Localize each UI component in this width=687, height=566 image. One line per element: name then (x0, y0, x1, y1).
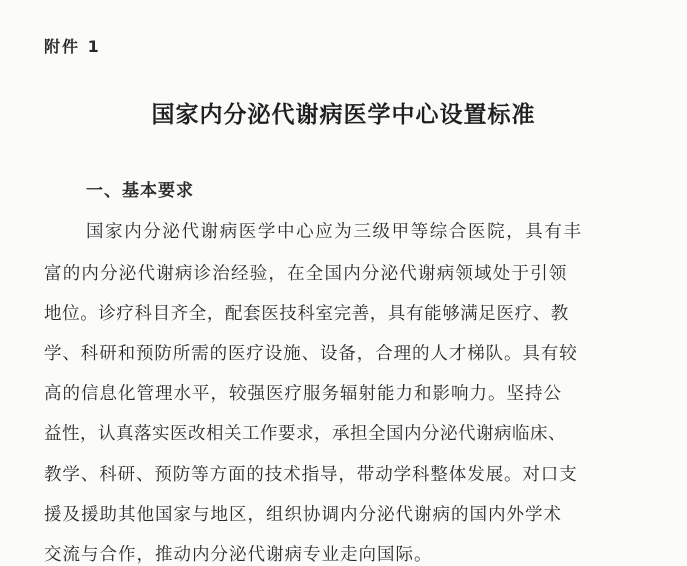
paragraph-line: 教学、科研、预防等方面的技术指导，带动学科整体发展。对口支 (44, 465, 578, 485)
paragraph-line: 益性，认真落实医改相关工作要求，承担全国内分泌代谢病临床、 (44, 424, 566, 444)
attachment-label: 附件 1 (44, 37, 101, 56)
paragraph-line: 国家内分泌代谢病医学中心应为三级甲等综合医院，具有丰 (86, 222, 583, 242)
paragraph-line: 地位。诊疗科目齐全，配套医技科室完善，具有能够满足医疗、教 (44, 304, 569, 324)
paragraph-line: 富的内分泌代谢病诊治经验，在全国内分泌代谢病领域处于引领 (44, 264, 568, 284)
document-title: 国家内分泌代谢病医学中心设置标准 (151, 102, 536, 128)
section-heading: 一、基本要求 (86, 181, 194, 201)
paragraph-line: 学、科研和预防所需的医疗设施、设备，合理的人才梯队。具有较 (44, 344, 578, 364)
paragraph-line: 交流与合作，推动内分泌代谢病专业走向国际。 (44, 545, 433, 565)
paragraph-line: 高的信息化管理水平，较强医疗服务辐射能力和影响力。坚持公 (44, 384, 562, 404)
paragraph-line: 援及援助其他国家与地区，组织协调内分泌代谢病的国内外学术 (44, 505, 562, 525)
